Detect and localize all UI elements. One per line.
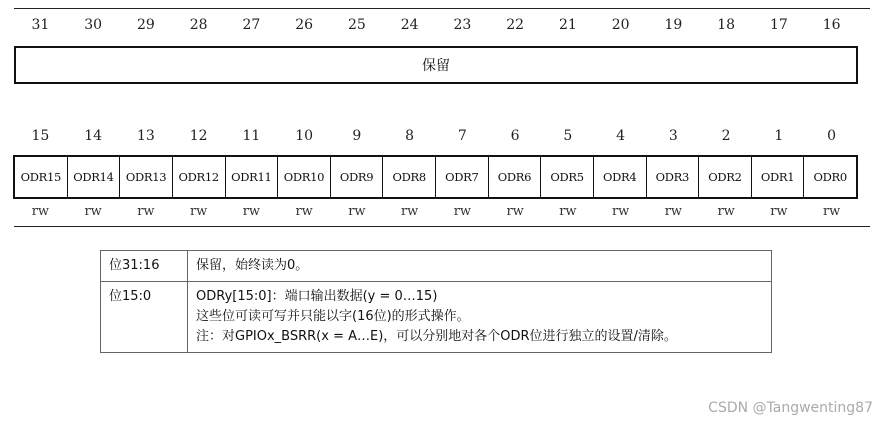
reserved-label: 保留 bbox=[422, 58, 450, 74]
bit-number: 16 bbox=[822, 17, 841, 33]
odr-field-cell: ODR10 bbox=[278, 157, 331, 197]
odr-field-cell: ODR5 bbox=[541, 157, 594, 197]
bit-number: 1 bbox=[774, 128, 784, 144]
access-label: rw bbox=[348, 204, 366, 219]
odr-field-cell: ODR4 bbox=[594, 157, 647, 197]
bit-number: 10 bbox=[295, 128, 314, 144]
access-label: rw bbox=[506, 204, 524, 219]
reserved-field bbox=[14, 46, 858, 84]
bit-description bbox=[188, 251, 772, 282]
description-row bbox=[101, 282, 772, 353]
bit-number: 11 bbox=[242, 128, 261, 144]
bit-number: 24 bbox=[400, 17, 419, 33]
bit-number: 2 bbox=[721, 128, 731, 144]
bit-number: 13 bbox=[136, 128, 155, 144]
separator-line bbox=[14, 226, 870, 227]
bit-number: 28 bbox=[189, 17, 208, 33]
bit-number: 26 bbox=[295, 17, 314, 33]
bit-number: 17 bbox=[769, 17, 788, 33]
bit-number: 0 bbox=[827, 128, 837, 144]
description-line: 这些位可读可写并只能以字(16位)的形式操作。 bbox=[196, 309, 470, 324]
odr-field-cell: ODR3 bbox=[647, 157, 700, 197]
bit-number: 22 bbox=[506, 17, 525, 33]
bit-range: 位15:0 bbox=[101, 282, 188, 353]
odr-field-cell: ODR15 bbox=[15, 157, 68, 197]
bit-number: 20 bbox=[611, 17, 630, 33]
odr-field-cell: ODR9 bbox=[331, 157, 384, 197]
access-label: rw bbox=[295, 204, 313, 219]
bit-number: 23 bbox=[453, 17, 472, 33]
description-row bbox=[101, 251, 772, 282]
bit-number: 29 bbox=[136, 17, 155, 33]
bit-number: 19 bbox=[664, 17, 683, 33]
description-line: 注：对GPIOx_BSRR(x = A…E)，可以分别地对各个ODR位进行独立的设置/清除。 bbox=[196, 329, 677, 344]
bit-number: 8 bbox=[405, 128, 415, 144]
description-line: ODRy[15:0]：端口输出数据(y = 0…15) bbox=[196, 289, 438, 304]
access-label: rw bbox=[611, 204, 630, 219]
bit-description-table bbox=[100, 250, 772, 353]
top-border-line bbox=[14, 8, 870, 9]
bit-description bbox=[188, 282, 772, 353]
description-line: 保留，始终读为0。 bbox=[196, 258, 309, 273]
odr-field-cell: ODR8 bbox=[383, 157, 436, 197]
bit-number: 14 bbox=[84, 128, 103, 144]
odr-field-cell: ODR1 bbox=[752, 157, 805, 197]
odr-field-cell: ODR12 bbox=[173, 157, 226, 197]
odr-field-cell: ODR7 bbox=[436, 157, 489, 197]
access-label: rw bbox=[242, 204, 261, 219]
bit-number: 4 bbox=[616, 128, 626, 144]
bit-number: 9 bbox=[352, 128, 362, 144]
bit-number: 30 bbox=[84, 17, 103, 33]
access-label: rw bbox=[559, 204, 577, 219]
bit-number: 31 bbox=[31, 17, 50, 33]
access-label: rw bbox=[664, 204, 683, 219]
upper-bit-numbers bbox=[14, 17, 858, 33]
access-label: rw bbox=[453, 204, 472, 219]
bit-number: 7 bbox=[457, 128, 467, 144]
access-row bbox=[14, 204, 858, 219]
bit-range: 位31:16 bbox=[101, 251, 188, 282]
odr-field-cell: ODR14 bbox=[68, 157, 121, 197]
lower-bit-numbers bbox=[14, 128, 858, 144]
odr-field-cell: ODR13 bbox=[120, 157, 173, 197]
bit-number: 18 bbox=[717, 17, 736, 33]
access-label: rw bbox=[400, 204, 419, 219]
access-label: rw bbox=[84, 204, 102, 219]
odr-field-cell: ODR0 bbox=[813, 170, 847, 184]
access-label: rw bbox=[31, 204, 50, 219]
odr-field-cell: ODR2 bbox=[699, 157, 752, 197]
access-label: rw bbox=[770, 204, 788, 219]
watermark: CSDN @Tangwenting87 bbox=[708, 400, 873, 416]
odr-field-cell: ODR6 bbox=[489, 157, 542, 197]
bit-number: 5 bbox=[563, 128, 573, 144]
bit-number: 27 bbox=[242, 17, 261, 33]
odr-field-cell: ODR11 bbox=[226, 157, 279, 197]
bit-number: 12 bbox=[189, 128, 208, 144]
access-label: rw bbox=[717, 204, 735, 219]
access-label: rw bbox=[137, 204, 155, 219]
access-label: rw bbox=[822, 204, 841, 219]
odr-field-row bbox=[13, 155, 858, 199]
bit-number: 6 bbox=[510, 128, 520, 144]
bit-number: 21 bbox=[558, 17, 577, 33]
access-label: rw bbox=[189, 204, 208, 219]
bit-number: 3 bbox=[668, 128, 678, 144]
bit-number: 15 bbox=[31, 128, 50, 144]
bit-number: 25 bbox=[347, 17, 366, 33]
